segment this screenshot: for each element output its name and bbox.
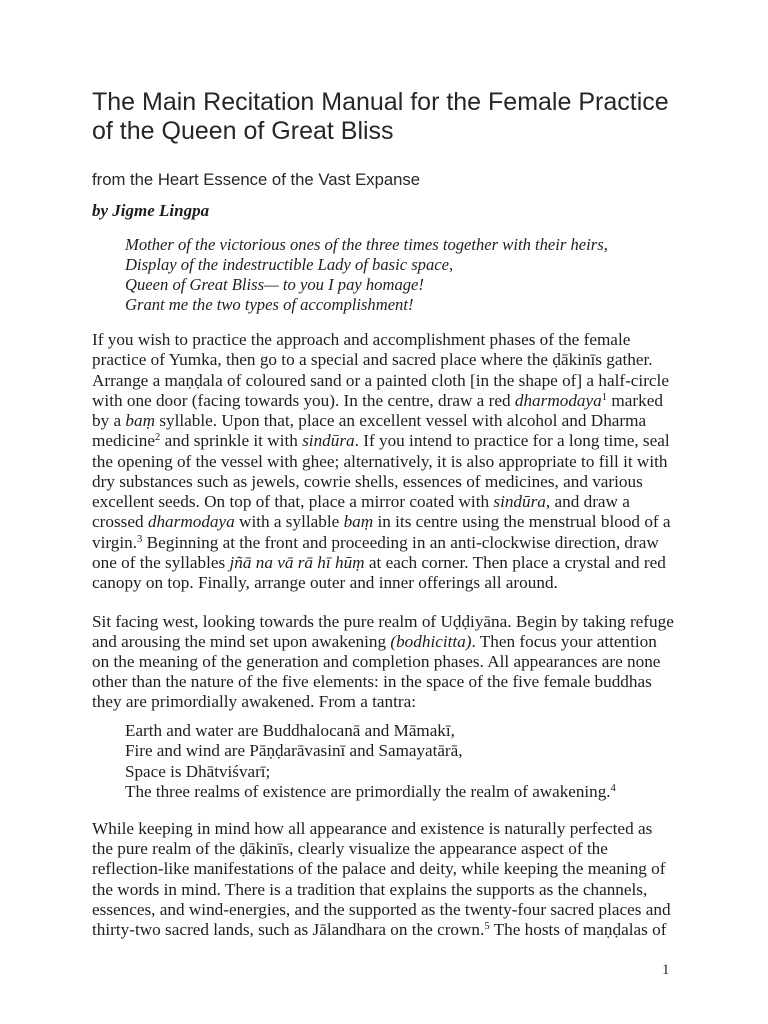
text-line: [125, 255, 608, 275]
text-run: with one door (facing towards you). In the centre, draw a red: [92, 390, 515, 410]
text-run: other than the nature of the five elements: in the space of the five female buddhas: [92, 672, 652, 691]
text-run: . If you intend to practice for a long time, seal: [354, 431, 670, 451]
text-line: [125, 741, 616, 761]
text-line: [92, 391, 671, 411]
title-line: The Main Recitation Manual for the Female Practice: [92, 88, 669, 116]
footnote-marker: 2: [155, 432, 161, 444]
text-line: [92, 819, 671, 839]
text-run: . Then focus your attention: [471, 632, 657, 651]
text-run: Arrange a maṇḍala of coloured sand or a painted cloth [in the shape of] a half-circle: [92, 370, 669, 390]
document-subtitle: from the Heart Essence of the Vast Expanse: [92, 170, 421, 189]
text-run: Beginning at the front and proceeding in an anti-clockwise direction, draw: [142, 532, 659, 552]
text-run: Sit facing west, looking towards the pure realm of Uḍḍiyāna. Begin by taking refuge: [92, 612, 674, 631]
text-run: Space is Dhātviśvarī;: [125, 761, 271, 781]
text-run: Queen of Great Bliss— to you I pay homage!: [125, 275, 424, 294]
text-run: on the meaning of the generation and completion phases. All appearances are none: [92, 652, 661, 671]
text-line: [92, 512, 671, 532]
text-line: [92, 411, 671, 431]
text-run: by a: [92, 411, 126, 430]
text-run: they are primordially awakened. From a tantra:: [92, 692, 417, 711]
text-line: [92, 652, 674, 672]
text-line: [92, 553, 671, 573]
document-title: [92, 88, 669, 146]
text-run: with a syllable: [234, 512, 344, 532]
text-run: essences, and wind-energies, and the supported as the twenty-four sacred places and: [92, 899, 671, 919]
text-run: the pure realm of the ḍākinīs, clearly visualize the appearance aspect of the: [92, 839, 608, 859]
text-line: [92, 672, 674, 692]
text-line: [92, 533, 671, 553]
text-line: [92, 371, 671, 391]
italic-term: sindūra: [493, 492, 546, 511]
footnote-marker: 3: [137, 533, 143, 545]
text-run: virgin.: [92, 532, 138, 552]
text-line: [92, 472, 671, 492]
author-byline: by Jigme Lingpa: [92, 201, 210, 220]
text-line: [92, 612, 674, 632]
italic-term: (bodhicitta): [390, 632, 472, 651]
footnote-marker: 1: [601, 391, 608, 403]
text-line: [92, 880, 671, 900]
text-line: [92, 859, 671, 879]
italic-term: baṃ: [125, 411, 156, 430]
text-run: Fire and wind are Pāṇḍarāvasinī and Samayatārā,: [125, 741, 463, 761]
tantra-quotation: [125, 721, 616, 802]
text-run: The hosts of maṇḍalas of: [489, 919, 667, 939]
text-run: dry substances such as jewels, cowrie shells, essences of medicines, and various: [92, 471, 643, 491]
body-paragraph: [92, 330, 671, 593]
text-line: [92, 632, 674, 652]
text-line: [92, 350, 671, 370]
italic-term: dharmodaya: [147, 512, 235, 532]
text-line: [92, 692, 674, 712]
text-run: Display of the indestructible Lady of basic space,: [125, 255, 454, 274]
text-line: [125, 275, 608, 295]
body-paragraph: [92, 819, 671, 940]
text-line: [92, 492, 671, 512]
text-run: thirty-two sacred lands, such as Jālandhara on the crown.: [92, 919, 485, 939]
text-run: Earth and water are Buddhalocanā and Māmakī,: [125, 721, 455, 740]
page-number: 1: [662, 962, 670, 978]
text-run: and arousing the mind set upon awakening: [92, 632, 391, 651]
text-run: and sprinkle it with: [160, 431, 303, 451]
italic-term: dharmodaya: [514, 390, 602, 410]
text-line: [92, 330, 671, 350]
body-paragraph: [92, 612, 674, 712]
footnote-marker: 5: [484, 921, 490, 933]
text-line: [125, 721, 616, 741]
italic-term: sindūra: [302, 431, 355, 451]
text-run: the words in mind. There is a tradition that explains the supports as the channels,: [92, 879, 648, 899]
text-run: marked: [607, 390, 663, 410]
text-line: [125, 782, 616, 802]
text-run: While keeping in mind how all appearance and existence is naturally perfected as: [92, 819, 653, 838]
text-run: The three realms of existence are primordially the realm of awakening.: [125, 781, 611, 801]
text-run: , and draw a: [545, 492, 630, 511]
text-run: one of the syllables: [92, 552, 230, 572]
text-line: [125, 235, 608, 255]
text-run: syllable. Upon that, place an excellent vessel with alcohol and Dharma: [155, 411, 647, 430]
text-line: [125, 295, 608, 315]
text-run: crossed: [92, 512, 148, 532]
text-run: excellent seeds. On top of that, place a mirror coated with: [92, 492, 494, 511]
text-line: [92, 573, 671, 593]
text-run: If you wish to practice the approach and accomplishment phases of the female: [92, 330, 631, 349]
text-run: Mother of the victorious ones of the three times together with their heirs,: [125, 235, 608, 254]
footnote-marker: 4: [610, 783, 616, 795]
text-run: reflection-like manifestations of the palace and deity, while keeping the meaning of: [92, 859, 666, 879]
text-run: the opening of the vessel with ghee; alternatively, it is also appropriate to fill it with: [92, 451, 668, 471]
text-run: canopy on top. Finally, arrange outer and inner offerings all around.: [92, 573, 558, 592]
text-line: [92, 452, 671, 472]
text-line: [92, 839, 671, 859]
text-line: [92, 920, 671, 940]
text-line: [92, 900, 671, 920]
italic-term: baṃ: [343, 512, 374, 532]
italic-term: jñā na vā rā hī hūṃ: [229, 552, 365, 572]
text-run: medicine: [92, 431, 155, 451]
text-run: Grant me the two types of accomplishment!: [125, 295, 414, 314]
text-run: practice of Yumka, then go to a special and sacred place where the ḍākinīs gather.: [92, 350, 653, 370]
text-line: [125, 762, 616, 782]
text-line: [92, 431, 671, 451]
text-run: at each corner. Then place a crystal and red: [364, 552, 666, 572]
title-line: of the Queen of Great Bliss: [92, 117, 394, 145]
text-run: in its centre using the menstrual blood of a: [373, 512, 671, 532]
invocation-verse: [125, 235, 608, 315]
